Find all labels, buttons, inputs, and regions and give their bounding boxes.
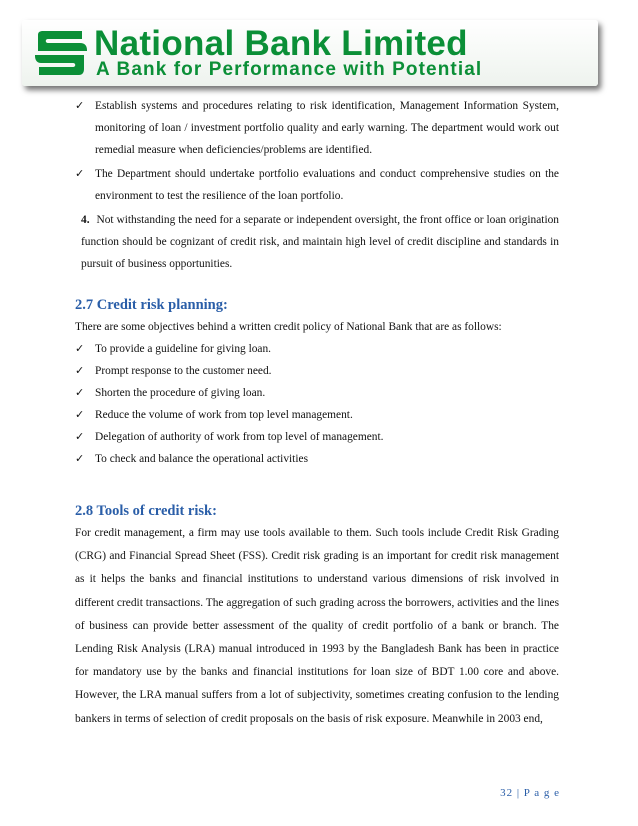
list-item [75, 382, 559, 404]
paragraph-text: Not withstanding the need for a separate or independent oversight, the front office or loan origination function should be cognizant of credit risk, and maintain high level of credit discipline and standards in pursuit of business opportunities. [81, 214, 559, 270]
page-number: 32 | P a g e [500, 787, 560, 799]
list-item-text: The Department should undertake portfolio evaluations and conduct comprehensive studies on the environment to test the resilience of the loan portfolio. [95, 168, 559, 202]
list-item-text: To check and balance the operational activities [95, 453, 308, 465]
list-item-text: Establish systems and procedures relating to risk identification, Management Information System, monitoring of loan / investment portfolio quality and early warning. The department would work out remedial measure when deficiencies/problems are identified. [95, 100, 559, 156]
list-item [75, 360, 559, 382]
list-item-text: Shorten the procedure of giving loan. [95, 387, 266, 399]
nbl-logo-icon [34, 29, 88, 77]
list-item [75, 163, 559, 207]
list-item [75, 448, 559, 470]
numbered-paragraph [81, 209, 559, 275]
paragraph-number: 4. [81, 214, 90, 226]
section-heading: 2.8 Tools of credit risk: [75, 503, 217, 519]
bank-name: National Bank Limited [94, 24, 468, 63]
list-item-text: To provide a guideline for giving loan. [95, 343, 272, 355]
list-item [75, 404, 559, 426]
checkmark-icon: ✓ [75, 386, 85, 399]
list-item [75, 426, 559, 448]
page-body [75, 95, 559, 731]
section-heading: 2.7 Credit risk planning: [75, 297, 228, 313]
checkmark-icon: ✓ [75, 342, 85, 355]
list-item-text: Delegation of authority of work from top level of management. [95, 431, 384, 443]
bank-tagline: A Bank for Performance with Potential [96, 59, 483, 80]
list-item-text: Reduce the volume of work from top level management. [95, 409, 353, 421]
checkmark-icon: ✓ [75, 408, 85, 421]
list-item [75, 95, 559, 161]
continued-bullet-list [75, 95, 559, 207]
objectives-list [75, 338, 559, 470]
list-item [75, 338, 559, 360]
header-banner [22, 20, 598, 86]
checkmark-icon: ✓ [75, 167, 85, 180]
section-body-text: For credit management, a firm may use tools available to them. Such tools include Credit Risk Grading (CRG) and Financial Spread Sheet (FSS). Credit risk grading is an important for credit risk management as it helps the banks and financial institutions to understand various dimensions of risk involved in different credit transactions. The aggregation of such grading across the borrowers, activities and the lines of business can provide better assessment of the quality of credit portfolio of a bank or branch. The Lending Risk Analysis (LRA) manual introduced in 1993 by the Bangladesh Bank has been in practice for mandatory use by the banks and financial institutions for loan size of BDT 1.00 core and above. However, the LRA manual suffers from a lot of subjectivity, sometimes creating confusion to the lending bankers in terms of selection of credit proposals on the basis of risk exposure. Meanwhile in 2003 end, [75, 527, 559, 725]
list-item-text: Prompt response to the customer need. [95, 365, 272, 377]
checkmark-icon: ✓ [75, 430, 85, 443]
checkmark-icon: ✓ [75, 452, 85, 465]
checkmark-icon: ✓ [75, 364, 85, 377]
checkmark-icon: ✓ [75, 99, 85, 112]
section-intro: There are some objectives behind a written credit policy of National Bank that are as follows: [75, 321, 502, 333]
